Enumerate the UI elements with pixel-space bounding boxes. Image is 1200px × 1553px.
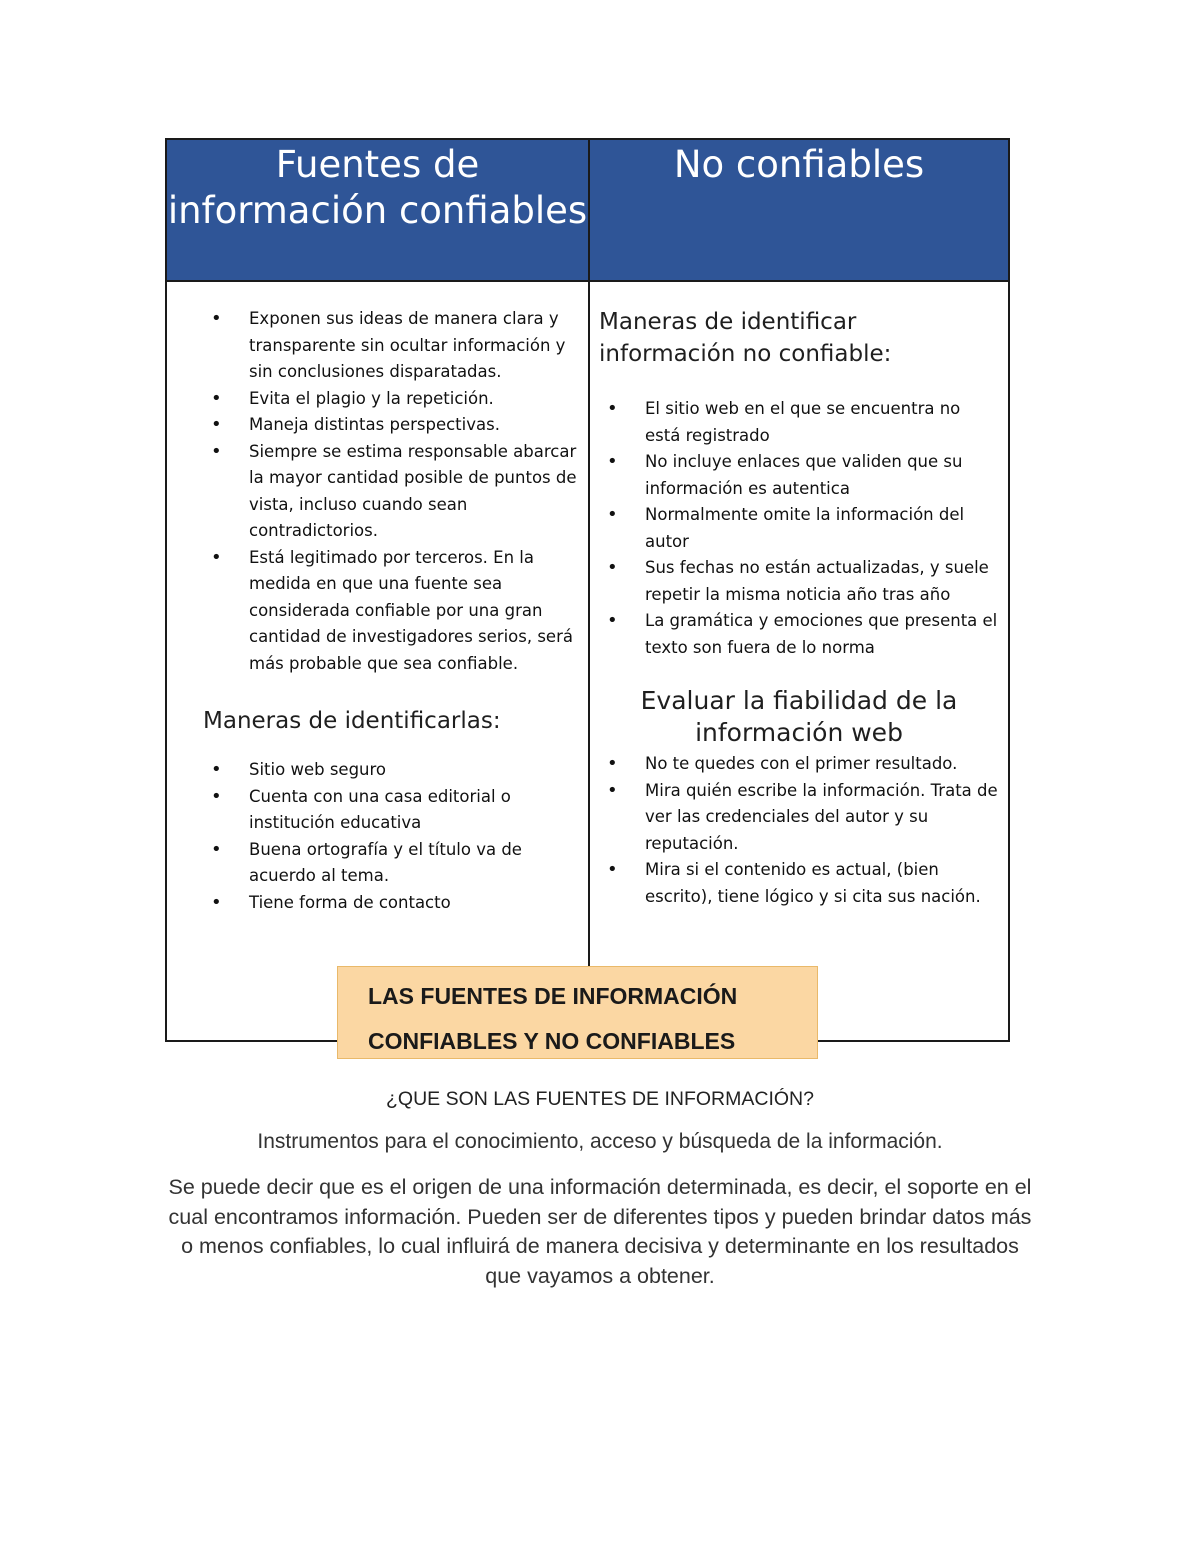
evaluate-reliability-heading: Evaluar la fiabilidad de la información web	[640, 686, 958, 747]
list-item: • Mira si el contenido es actual, (bien escrito), tiene lógico y si cita sus nación.	[599, 857, 999, 910]
list-item: • La gramática y emociones que presenta el texto son fuera de lo norma	[599, 608, 999, 661]
list-item: • No incluye enlaces que validen que su información es autentica	[599, 449, 999, 502]
list-item: • Tiene forma de contacto	[203, 890, 583, 917]
identify-reliable-heading: Maneras de identificarlas:	[203, 708, 501, 734]
title-banner	[337, 966, 818, 1059]
list-item: • Siempre se estima responsable abarcar la mayor cantidad posible de puntos de vista, incluso cuando sean contradictorios.	[203, 439, 583, 545]
identify-unreliable-heading: Maneras de identificar información no confiable:	[599, 309, 892, 367]
list-item: • El sitio web en el que se encuentra no está registrado	[599, 396, 999, 449]
column-divider	[588, 140, 590, 1040]
header-reliable-sources: Fuentes de información confiables	[167, 140, 588, 280]
identify-unreliable-list	[599, 396, 999, 661]
list-item: • Sitio web seguro	[203, 757, 583, 784]
reliable-traits-list	[203, 306, 583, 677]
list-item: • Mira quién escribe la información. Trata de ver las credenciales del autor y su reputación.	[599, 778, 999, 858]
list-item: • Sus fechas no están actualizadas, y suele repetir la misma noticia año tras año	[599, 555, 999, 608]
list-item: • Normalmente omite la información del autor	[599, 502, 999, 555]
list-item: • Buena ortografía y el título va de acuerdo al tema.	[203, 837, 583, 890]
reliable-sources-cell	[203, 306, 583, 916]
section-definition: Instrumentos para el conocimiento, acceso y búsqueda de la información.	[257, 1130, 943, 1153]
unreliable-sources-cell	[599, 306, 999, 910]
evaluate-reliability-list	[599, 751, 999, 910]
list-item: • Cuenta con una casa editorial o institución educativa	[203, 784, 583, 837]
section-paragraph: Se puede decir que es el origen de una información determinada, es decir, el soporte en el cual encontramos información. Pueden ser de diferentes tipos y pueden brindar datos más o menos confiables, lo cual influirá de manera decisiva y determinante en los resultados que vayamos a obtener.	[168, 1175, 1032, 1288]
list-item: • Está legitimado por terceros. En la medida en que una fuente sea considerada confiable por una gran cantidad de investigadores serios, será más probable que sea confiable.	[203, 545, 583, 678]
list-item: • Exponen sus ideas de manera clara y transparente sin ocultar información y sin conclusiones disparatadas.	[203, 306, 583, 386]
list-item: • Evita el plagio y la repetición.	[203, 386, 583, 413]
identify-reliable-list	[203, 757, 583, 916]
list-item: • No te quedes con el primer resultado.	[599, 751, 999, 778]
header-unreliable: No confiables	[590, 140, 1008, 280]
list-item: • Maneja distintas perspectivas.	[203, 412, 583, 439]
comparison-table	[165, 138, 1010, 1042]
banner-line-2: CONFIABLES Y NO CONFIABLES	[368, 1028, 736, 1054]
section-question: ¿QUE SON LAS FUENTES DE INFORMACIÓN?	[386, 1088, 814, 1110]
banner-line-1: LAS FUENTES DE INFORMACIÓN	[368, 983, 738, 1009]
